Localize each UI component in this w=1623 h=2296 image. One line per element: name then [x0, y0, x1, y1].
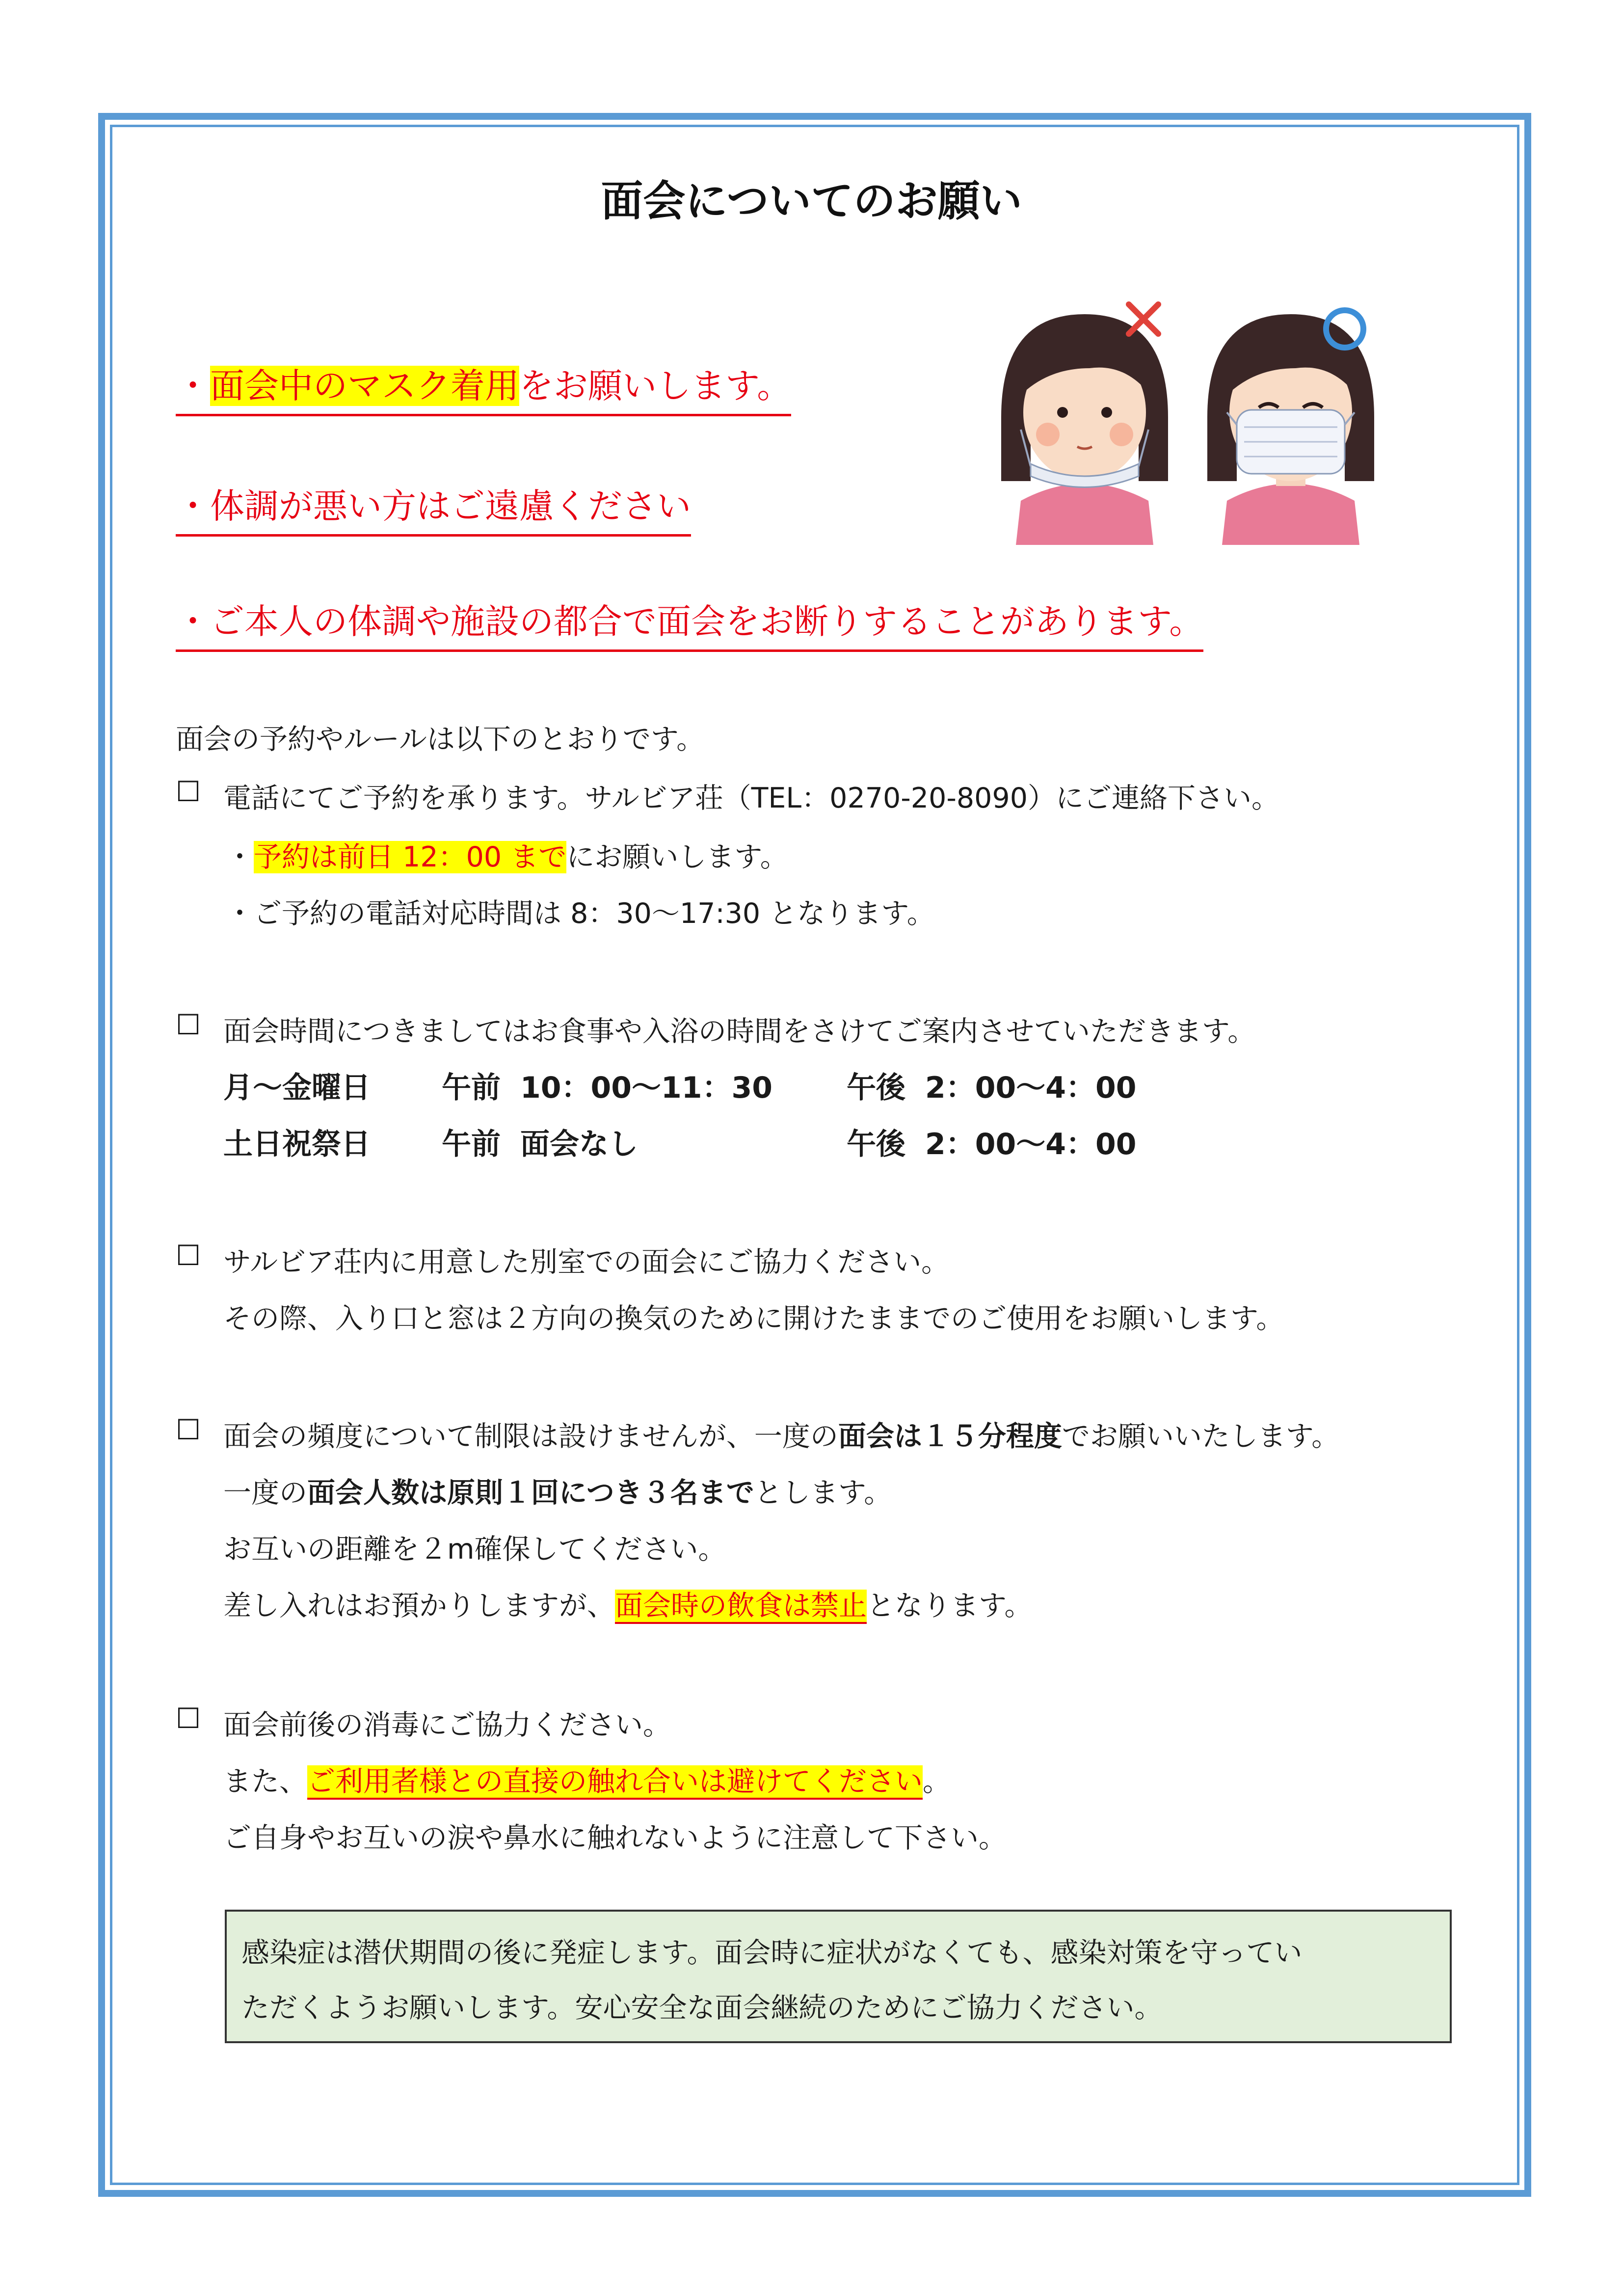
hours-checkbox: ☐: [176, 1009, 201, 1041]
hours-line-1: 面会時間につきましてはお食事や入浴の時間をさけてご案内させていただきます。: [223, 1015, 1256, 1048]
frequency-line-2-a: 一度の: [223, 1477, 307, 1509]
infection-note-box: [225, 1910, 1452, 2043]
reservation-bullet-1: [226, 835, 788, 875]
note-line-2: ただくようお願いします。安心安全な面会継続のためにご協力ください。: [241, 1992, 1163, 2024]
request-mask-suffix: をお願いします。: [519, 366, 792, 406]
disinfect-checkbox: ☐: [176, 1702, 201, 1735]
disinfect-line-2-highlight: ご利用者様との直接の触れ合いは避けてください: [307, 1765, 923, 1800]
frequency-line-3: お互いの距離を２m確保してください。: [223, 1533, 726, 1566]
page-title: 面会についてのお願い: [601, 177, 1022, 226]
room-checkbox: ☐: [176, 1240, 201, 1272]
frequency-line-2: [223, 1470, 892, 1511]
weekday-label: 月～金曜日: [223, 1071, 371, 1105]
weekday-am-label: 午前: [442, 1071, 501, 1105]
reservation-bullet-1-highlight: 予約は前日 12：00 まで: [254, 841, 567, 873]
reservation-line-1: 電話にてご予約を承ります。サルビア荘（TEL：0270-20-8090）にご連絡下さい。: [223, 782, 1279, 814]
frequency-line-1-a: 面会の頻度について制限は設けませんが、一度の: [223, 1420, 838, 1453]
disinfect-line-1: 面会前後の消毒にご協力ください。: [223, 1709, 671, 1741]
mask-illustration: [991, 295, 1394, 545]
holiday-pm-time: 2：00～4：00: [925, 1127, 1137, 1162]
weekday-pm-time: 2：00～4：00: [925, 1071, 1137, 1105]
disinfect-line-2-a: また、: [223, 1765, 307, 1798]
room-line-1: サルビア荘内に用意した別室での面会にご協力ください。: [223, 1246, 950, 1278]
request-health: ・体調が悪い方はご遠慮ください: [176, 479, 691, 537]
request-mask-highlight: 面会中のマスク着用: [210, 366, 519, 406]
reservation-bullet-1-suffix: にお願いします。: [566, 841, 788, 873]
frequency-line-4-highlight: 面会時の飲食は禁止: [615, 1590, 867, 1624]
frequency-line-2-c: とします。: [754, 1477, 892, 1509]
frequency-line-4-c: となります。: [867, 1590, 1033, 1622]
weekday-am-time: 10：00～11：30: [520, 1071, 772, 1105]
frequency-line-1-bold: 面会は１５分程度: [838, 1420, 1062, 1453]
wrong-mask-girl-icon: [1001, 314, 1168, 545]
holiday-am-time: 面会なし: [520, 1127, 638, 1162]
cross-mark-icon: [1129, 304, 1158, 334]
frequency-line-1: [223, 1414, 1339, 1454]
reservation-bullet-2: ・ご予約の電話対応時間は 8：30～17:30 となります。: [226, 897, 935, 930]
frequency-line-2-bold: 面会人数は原則１回につき３名まで: [307, 1477, 754, 1509]
frequency-checkbox: ☐: [176, 1414, 201, 1446]
request-mask: [176, 358, 791, 416]
weekday-pm-label: 午後: [847, 1071, 905, 1105]
disinfect-line-2-c: 。: [923, 1765, 951, 1798]
disinfect-line-3: ご自身やお互いの涙や鼻水に触れないように注意して下さい。: [223, 1822, 1007, 1854]
disinfect-line-2: [223, 1759, 951, 1799]
note-line-1: 感染症は潜伏期間の後に発症します。面会時に症状がなくても、感染対策を守ってい: [241, 1937, 1303, 1969]
holiday-am-label: 午前: [442, 1127, 501, 1162]
holiday-label: 土日祝祭日: [223, 1127, 371, 1162]
frequency-line-1-c: でお願いいたします。: [1062, 1420, 1340, 1453]
holiday-pm-label: 午後: [847, 1127, 905, 1162]
reservation-bullet-1-prefix: ・: [226, 841, 254, 873]
intro-text: 面会の予約やルールは以下のとおりです。: [176, 723, 705, 756]
room-line-2: その際、入り口と窓は２方向の換気のために開けたままでのご使用をお願いします。: [223, 1302, 1284, 1335]
reservation-checkbox: ☐: [176, 776, 201, 808]
request-decline: ・ご本人の体調や施設の都合で面会をお断りすることがあります。: [176, 594, 1203, 652]
request-mask-prefix: ・: [176, 366, 210, 406]
frequency-line-4: [223, 1583, 1032, 1623]
frequency-line-4-a: 差し入れはお預かりしますが、: [223, 1590, 615, 1622]
